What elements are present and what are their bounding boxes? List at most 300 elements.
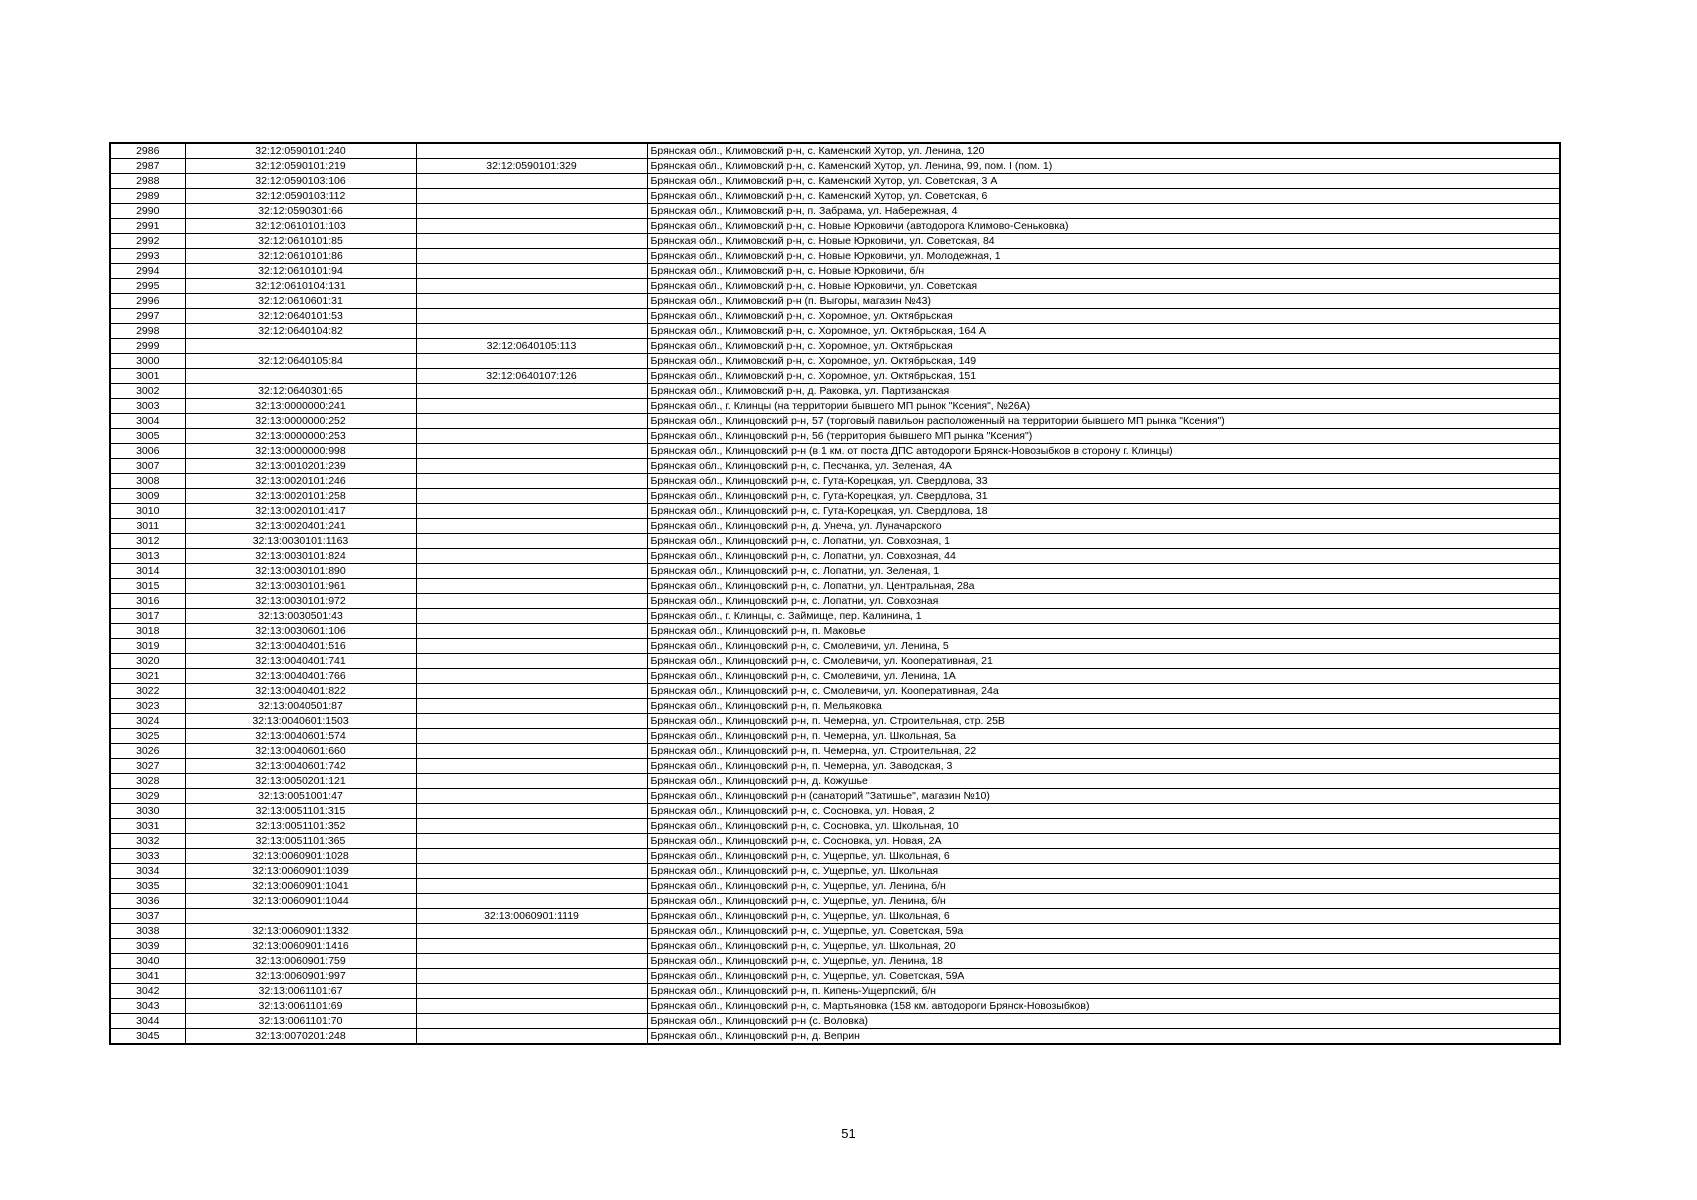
row-number-cell: 2988 [110,174,185,189]
address-cell: Брянская обл., Климовский р-н, с. Хоромное, ул. Октябрьская, 164 А [647,324,1560,339]
cadastral-number-cell: 32:13:0020101:258 [185,489,416,504]
address-cell: Брянская обл., Климовский р-н, д. Раковка, ул. Партизанская [647,384,1560,399]
cadastral-number-cell: 32:13:0010201:239 [185,459,416,474]
premises-cadastral-number-cell [416,264,647,279]
table-row [110,624,1560,639]
premises-cadastral-number-cell [416,1014,647,1029]
table-row [110,669,1560,684]
table-row [110,264,1560,279]
row-number-cell: 3032 [110,834,185,849]
table-row [110,984,1560,999]
address-cell: Брянская обл., Клинцовский р-н, с. Мартьяновка (158 км. автодороги Брянск-Новозыбков) [647,999,1560,1014]
address-cell: Брянская обл., Клинцовский р-н, с. Лопатни, ул. Совхозная, 1 [647,534,1560,549]
cadastral-number-cell: 32:12:0640104:82 [185,324,416,339]
address-cell: Брянская обл., Клинцовский р-н, 56 (территория бывшего МП рынка "Ксения") [647,429,1560,444]
row-number-cell: 2999 [110,339,185,354]
cadastral-number-cell: 32:12:0590301:66 [185,204,416,219]
address-cell: Брянская обл., Клинцовский р-н, с. Ущерпье, ул. Ленина, б/н [647,879,1560,894]
row-number-cell: 3024 [110,714,185,729]
address-cell: Брянская обл., Клинцовский р-н, п. Чемерна, ул. Заводская, 3 [647,759,1560,774]
address-cell: Брянская обл., Клинцовский р-н, с. Лопатни, ул. Центральная, 28а [647,579,1560,594]
address-cell: Брянская обл., Климовский р-н, с. Новые Юрковичи, ул. Молодежная, 1 [647,249,1560,264]
premises-cadastral-number-cell [416,474,647,489]
premises-cadastral-number-cell [416,594,647,609]
premises-cadastral-number-cell [416,804,647,819]
table-row [110,444,1560,459]
premises-cadastral-number-cell [416,609,647,624]
premises-cadastral-number-cell [416,969,647,984]
cadastral-number-cell: 32:13:0060901:1332 [185,924,416,939]
premises-cadastral-number-cell [416,789,647,804]
table-row [110,204,1560,219]
cadastral-number-cell: 32:13:0030101:824 [185,549,416,564]
cadastral-number-cell: 32:12:0640101:53 [185,309,416,324]
premises-cadastral-number-cell [416,489,647,504]
table-row [110,534,1560,549]
row-number-cell: 3011 [110,519,185,534]
premises-cadastral-number-cell [416,744,647,759]
cadastral-number-cell [185,339,416,354]
cadastral-number-cell: 32:12:0610101:103 [185,219,416,234]
row-number-cell: 3037 [110,909,185,924]
table-row [110,819,1560,834]
address-cell: Брянская обл., Клинцовский р-н, с. Сосновка, ул. Школьная, 10 [647,819,1560,834]
cadastral-number-cell: 32:13:0000000:253 [185,429,416,444]
cadastral-number-cell: 32:12:0590103:112 [185,189,416,204]
premises-cadastral-number-cell [416,189,647,204]
table-row [110,1029,1560,1045]
address-cell: Брянская обл., Клинцовский р-н, с. Лопатни, ул. Зеленая, 1 [647,564,1560,579]
table-row [110,939,1560,954]
address-cell: Брянская обл., Клинцовский р-н, с. Ущерпье, ул. Советская, 59А [647,969,1560,984]
cadastral-number-cell: 32:13:0030501:43 [185,609,416,624]
premises-cadastral-number-cell [416,954,647,969]
address-cell: Брянская обл., Климовский р-н, с. Каменский Хутор, ул. Советская, 6 [647,189,1560,204]
registry-table [109,142,1561,1045]
row-number-cell: 3039 [110,939,185,954]
row-number-cell: 3003 [110,399,185,414]
table-row [110,594,1560,609]
address-cell: Брянская обл., Климовский р-н, с. Каменский Хутор, ул. Ленина, 120 [647,143,1560,159]
page-number: 51 [841,1126,856,1141]
address-cell: Брянская обл., г. Клинцы (на территории бывшего МП рынок "Ксения", №26А) [647,399,1560,414]
table-row [110,759,1560,774]
table-row [110,294,1560,309]
row-number-cell: 3036 [110,894,185,909]
address-cell: Брянская обл., Клинцовский р-н, с. Смолевичи, ул. Кооперативная, 21 [647,654,1560,669]
table-row [110,369,1560,384]
premises-cadastral-number-cell [416,654,647,669]
premises-cadastral-number-cell [416,279,647,294]
cadastral-number-cell: 32:13:0061101:70 [185,1014,416,1029]
table-row [110,804,1560,819]
premises-cadastral-number-cell [416,384,647,399]
premises-cadastral-number-cell [416,564,647,579]
cadastral-number-cell: 32:13:0020101:417 [185,504,416,519]
premises-cadastral-number-cell [416,669,647,684]
row-number-cell: 2991 [110,219,185,234]
table-row [110,489,1560,504]
row-number-cell: 2986 [110,143,185,159]
premises-cadastral-number-cell [416,354,647,369]
cadastral-number-cell: 32:13:0051001:47 [185,789,416,804]
address-cell: Брянская обл., Клинцовский р-н, п. Кипень-Ущерпский, б/н [647,984,1560,999]
row-number-cell: 3017 [110,609,185,624]
premises-cadastral-number-cell [416,849,647,864]
premises-cadastral-number-cell [416,864,647,879]
table-row [110,189,1560,204]
address-cell: Брянская обл., Клинцовский р-н, с. Песчанка, ул. Зеленая, 4А [647,459,1560,474]
address-cell: Брянская обл., Клинцовский р-н, п. Чемерна, ул. Строительная, 22 [647,744,1560,759]
premises-cadastral-number-cell [416,294,647,309]
row-number-cell: 3012 [110,534,185,549]
row-number-cell: 3009 [110,489,185,504]
row-number-cell: 3041 [110,969,185,984]
cadastral-number-cell: 32:13:0030101:961 [185,579,416,594]
row-number-cell: 3038 [110,924,185,939]
cadastral-number-cell: 32:13:0060901:1039 [185,864,416,879]
address-cell: Брянская обл., Климовский р-н, с. Хоромное, ул. Октябрьская [647,339,1560,354]
table-row [110,414,1560,429]
address-cell: Брянская обл., Клинцовский р-н, с. Гута-Корецкая, ул. Свердлова, 18 [647,504,1560,519]
cadastral-number-cell: 32:13:0040501:87 [185,699,416,714]
address-cell: Брянская обл., Клинцовский р-н, с. Сосновка, ул. Новая, 2 [647,804,1560,819]
address-cell: Брянская обл., Климовский р-н, п. Забрама, ул. Набережная, 4 [647,204,1560,219]
table-row [110,1014,1560,1029]
address-cell: Брянская обл., Клинцовский р-н, с. Гута-Корецкая, ул. Свердлова, 31 [647,489,1560,504]
row-number-cell: 3006 [110,444,185,459]
table-row [110,654,1560,669]
row-number-cell: 2993 [110,249,185,264]
row-number-cell: 3018 [110,624,185,639]
table-row [110,399,1560,414]
row-number-cell: 3004 [110,414,185,429]
cadastral-number-cell: 32:12:0640301:65 [185,384,416,399]
row-number-cell: 3043 [110,999,185,1014]
table-row [110,354,1560,369]
row-number-cell: 2996 [110,294,185,309]
address-cell: Брянская обл., Климовский р-н, с. Новые Юрковичи, б/н [647,264,1560,279]
table-row [110,999,1560,1014]
table-row [110,459,1560,474]
table-row [110,834,1560,849]
cadastral-number-cell: 32:13:0051101:315 [185,804,416,819]
address-cell: Брянская обл., Клинцовский р-н, с. Лопатни, ул. Совхозная, 44 [647,549,1560,564]
table-row [110,609,1560,624]
address-cell: Брянская обл., Клинцовский р-н, с. Лопатни, ул. Совхозная [647,594,1560,609]
premises-cadastral-number-cell [416,999,647,1014]
row-number-cell: 3019 [110,639,185,654]
row-number-cell: 3031 [110,819,185,834]
cadastral-number-cell: 32:12:0590101:240 [185,143,416,159]
premises-cadastral-number-cell [416,984,647,999]
premises-cadastral-number-cell [416,174,647,189]
row-number-cell: 3033 [110,849,185,864]
cadastral-number-cell: 32:12:0610101:86 [185,249,416,264]
address-cell: Брянская обл., Клинцовский р-н, с. Ущерпье, ул. Школьная, 20 [647,939,1560,954]
premises-cadastral-number-cell [416,414,647,429]
address-cell: Брянская обл., Клинцовский р-н, п. Чемерна, ул. Строительная, стр. 25В [647,714,1560,729]
row-number-cell: 2987 [110,159,185,174]
cadastral-number-cell: 32:13:0040601:574 [185,729,416,744]
premises-cadastral-number-cell [416,204,647,219]
address-cell: Брянская обл., Клинцовский р-н, с. Ущерпье, ул. Школьная, 6 [647,909,1560,924]
address-cell: Брянская обл., Клинцовский р-н, с. Гута-Корецкая, ул. Свердлова, 33 [647,474,1560,489]
registry-table-body [110,143,1560,1044]
cadastral-number-cell: 32:13:0000000:252 [185,414,416,429]
premises-cadastral-number-cell [416,579,647,594]
premises-cadastral-number-cell [416,684,647,699]
cadastral-number-cell: 32:13:0051101:352 [185,819,416,834]
premises-cadastral-number-cell [416,894,647,909]
address-cell: Брянская обл., Клинцовский р-н, с. Сосновка, ул. Новая, 2А [647,834,1560,849]
cadastral-number-cell: 32:13:0051101:365 [185,834,416,849]
address-cell: Брянская обл., Климовский р-н, с. Хоромное, ул. Октябрьская, 151 [647,369,1560,384]
table-row [110,549,1560,564]
cadastral-number-cell: 32:13:0060901:1044 [185,894,416,909]
row-number-cell: 3013 [110,549,185,564]
cadastral-number-cell: 32:12:0590101:219 [185,159,416,174]
address-cell: Брянская обл., Клинцовский р-н, с. Смолевичи, ул. Ленина, 1А [647,669,1560,684]
cadastral-number-cell: 32:13:0020101:246 [185,474,416,489]
row-number-cell: 3023 [110,699,185,714]
address-cell: Брянская обл., г. Клинцы, с. Займище, пер. Калинина, 1 [647,609,1560,624]
address-cell: Брянская обл., Климовский р-н, с. Новые Юрковичи, ул. Советская, 84 [647,234,1560,249]
row-number-cell: 3029 [110,789,185,804]
address-cell: Брянская обл., Клинцовский р-н, д. Веприн [647,1029,1560,1045]
cadastral-number-cell [185,369,416,384]
cadastral-number-cell: 32:13:0000000:241 [185,399,416,414]
address-cell: Брянская обл., Климовский р-н, с. Каменский Хутор, ул. Ленина, 99, пом. I (пом. 1) [647,159,1560,174]
row-number-cell: 3007 [110,459,185,474]
cadastral-number-cell: 32:13:0020401:241 [185,519,416,534]
table-row [110,143,1560,159]
premises-cadastral-number-cell [416,939,647,954]
row-number-cell: 3016 [110,594,185,609]
table-row [110,744,1560,759]
premises-cadastral-number-cell [416,309,647,324]
cadastral-number-cell: 32:13:0040601:742 [185,759,416,774]
table-row [110,894,1560,909]
premises-cadastral-number-cell: 32:12:0640107:126 [416,369,647,384]
premises-cadastral-number-cell [416,639,647,654]
premises-cadastral-number-cell [416,774,647,789]
row-number-cell: 3020 [110,654,185,669]
row-number-cell: 3044 [110,1014,185,1029]
row-number-cell: 2998 [110,324,185,339]
table-row [110,309,1560,324]
address-cell: Брянская обл., Клинцовский р-н, п. Мельяковка [647,699,1560,714]
premises-cadastral-number-cell [416,624,647,639]
row-number-cell: 3005 [110,429,185,444]
cadastral-number-cell: 32:12:0590103:106 [185,174,416,189]
cadastral-number-cell: 32:13:0060901:759 [185,954,416,969]
premises-cadastral-number-cell [416,459,647,474]
row-number-cell: 2989 [110,189,185,204]
table-row [110,579,1560,594]
premises-cadastral-number-cell [416,759,647,774]
address-cell: Брянская обл., Клинцовский р-н, п. Чемерна, ул. Школьная, 5а [647,729,1560,744]
row-number-cell: 3027 [110,759,185,774]
address-cell: Брянская обл., Клинцовский р-н, с. Смолевичи, ул. Ленина, 5 [647,639,1560,654]
address-cell: Брянская обл., Клинцовский р-н (в 1 км. от поста ДПС автодороги Брянск-Новозыбков в сторону г. Клинцы) [647,444,1560,459]
cadastral-number-cell: 32:13:0000000:998 [185,444,416,459]
premises-cadastral-number-cell [416,399,647,414]
row-number-cell: 2997 [110,309,185,324]
address-cell: Брянская обл., Клинцовский р-н, 57 (торговый павильон расположенный на территории бывшего МП рынка "Ксения") [647,414,1560,429]
cadastral-number-cell: 32:13:0050201:121 [185,774,416,789]
premises-cadastral-number-cell [416,519,647,534]
table-row [110,384,1560,399]
table-row [110,789,1560,804]
table-row [110,924,1560,939]
row-number-cell: 2990 [110,204,185,219]
table-row [110,564,1560,579]
row-number-cell: 3015 [110,579,185,594]
row-number-cell: 3034 [110,864,185,879]
table-row [110,429,1560,444]
row-number-cell: 2992 [110,234,185,249]
address-cell: Брянская обл., Клинцовский р-н, с. Ущерпье, ул. Школьная [647,864,1560,879]
address-cell: Брянская обл., Климовский р-н, с. Каменский Хутор, ул. Советская, 3 А [647,174,1560,189]
row-number-cell: 3026 [110,744,185,759]
row-number-cell: 3025 [110,729,185,744]
cadastral-number-cell: 32:13:0060901:1028 [185,849,416,864]
table-row [110,954,1560,969]
premises-cadastral-number-cell [416,219,647,234]
table-row [110,519,1560,534]
table-row [110,474,1560,489]
address-cell: Брянская обл., Клинцовский р-н, с. Ущерпье, ул. Ленина, 18 [647,954,1560,969]
table-row [110,234,1560,249]
table-row [110,684,1560,699]
premises-cadastral-number-cell [416,249,647,264]
address-cell: Брянская обл., Климовский р-н, с. Новые Юрковичи, ул. Советская [647,279,1560,294]
table-row [110,504,1560,519]
premises-cadastral-number-cell [416,879,647,894]
premises-cadastral-number-cell [416,924,647,939]
row-number-cell: 3001 [110,369,185,384]
address-cell: Брянская обл., Клинцовский р-н, с. Ущерпье, ул. Ленина, б/н [647,894,1560,909]
row-number-cell: 3042 [110,984,185,999]
premises-cadastral-number-cell: 32:13:0060901:1119 [416,909,647,924]
premises-cadastral-number-cell [416,1029,647,1045]
premises-cadastral-number-cell: 32:12:0590101:329 [416,159,647,174]
premises-cadastral-number-cell: 32:12:0640105:113 [416,339,647,354]
premises-cadastral-number-cell [416,534,647,549]
table-row [110,774,1560,789]
cadastral-number-cell: 32:13:0040401:516 [185,639,416,654]
table-row [110,699,1560,714]
row-number-cell: 2994 [110,264,185,279]
cadastral-number-cell: 32:13:0030101:890 [185,564,416,579]
row-number-cell: 3045 [110,1029,185,1045]
row-number-cell: 3008 [110,474,185,489]
address-cell: Брянская обл., Клинцовский р-н (с. Воловка) [647,1014,1560,1029]
address-cell: Брянская обл., Клинцовский р-н, д. Кожушье [647,774,1560,789]
table-row [110,849,1560,864]
premises-cadastral-number-cell [416,714,647,729]
row-number-cell: 3028 [110,774,185,789]
table-row [110,174,1560,189]
address-cell: Брянская обл., Клинцовский р-н, п. Маковье [647,624,1560,639]
cadastral-number-cell: 32:13:0040401:741 [185,654,416,669]
table-row [110,324,1560,339]
premises-cadastral-number-cell [416,444,647,459]
cadastral-number-cell: 32:13:0030601:106 [185,624,416,639]
table-row [110,714,1560,729]
row-number-cell: 3040 [110,954,185,969]
premises-cadastral-number-cell [416,819,647,834]
address-cell: Брянская обл., Климовский р-н, с. Новые Юрковичи (автодорога Климово-Сеньковка) [647,219,1560,234]
cadastral-number-cell: 32:12:0610104:131 [185,279,416,294]
address-cell: Брянская обл., Клинцовский р-н, д. Унеча, ул. Луначарского [647,519,1560,534]
cadastral-number-cell: 32:12:0610101:85 [185,234,416,249]
table-row [110,639,1560,654]
address-cell: Брянская обл., Клинцовский р-н, с. Ущерпье, ул. Школьная, 6 [647,849,1560,864]
table-row [110,219,1560,234]
premises-cadastral-number-cell [416,143,647,159]
address-cell: Брянская обл., Климовский р-н, с. Хоромное, ул. Октябрьская [647,309,1560,324]
cadastral-number-cell: 32:13:0040601:1503 [185,714,416,729]
table-row [110,249,1560,264]
row-number-cell: 3010 [110,504,185,519]
row-number-cell: 3021 [110,669,185,684]
cadastral-number-cell: 32:13:0060901:1416 [185,939,416,954]
row-number-cell: 3000 [110,354,185,369]
cadastral-number-cell: 32:13:0040601:660 [185,744,416,759]
premises-cadastral-number-cell [416,324,647,339]
cadastral-number-cell: 32:13:0060901:1041 [185,879,416,894]
cadastral-number-cell: 32:13:0040401:766 [185,669,416,684]
premises-cadastral-number-cell [416,549,647,564]
address-cell: Брянская обл., Клинцовский р-н, с. Ущерпье, ул. Советская, 59а [647,924,1560,939]
address-cell: Брянская обл., Клинцовский р-н, с. Смолевичи, ул. Кооперативная, 24а [647,684,1560,699]
premises-cadastral-number-cell [416,504,647,519]
cadastral-number-cell: 32:13:0040401:822 [185,684,416,699]
premises-cadastral-number-cell [416,699,647,714]
address-cell: Брянская обл., Климовский р-н, с. Хоромное, ул. Октябрьская, 149 [647,354,1560,369]
row-number-cell: 3035 [110,879,185,894]
table-row [110,864,1560,879]
premises-cadastral-number-cell [416,729,647,744]
row-number-cell: 3002 [110,384,185,399]
premises-cadastral-number-cell [416,234,647,249]
table-row [110,879,1560,894]
cadastral-number-cell: 32:12:0640105:84 [185,354,416,369]
address-cell: Брянская обл., Клинцовский р-н (санаторий "Затишье", магазин №10) [647,789,1560,804]
cadastral-number-cell [185,909,416,924]
cadastral-number-cell: 32:13:0030101:1163 [185,534,416,549]
row-number-cell: 3014 [110,564,185,579]
address-cell: Брянская обл., Климовский р-н (п. Выгоры, магазин №43) [647,294,1560,309]
row-number-cell: 2995 [110,279,185,294]
premises-cadastral-number-cell [416,429,647,444]
cadastral-number-cell: 32:12:0610101:94 [185,264,416,279]
cadastral-number-cell: 32:13:0061101:69 [185,999,416,1014]
table-row [110,729,1560,744]
table-row [110,159,1560,174]
cadastral-number-cell: 32:12:0610601:31 [185,294,416,309]
premises-cadastral-number-cell [416,834,647,849]
cadastral-number-cell: 32:13:0070201:248 [185,1029,416,1045]
table-row [110,969,1560,984]
cadastral-number-cell: 32:13:0061101:67 [185,984,416,999]
row-number-cell: 3022 [110,684,185,699]
cadastral-number-cell: 32:13:0060901:997 [185,969,416,984]
row-number-cell: 3030 [110,804,185,819]
cadastral-number-cell: 32:13:0030101:972 [185,594,416,609]
